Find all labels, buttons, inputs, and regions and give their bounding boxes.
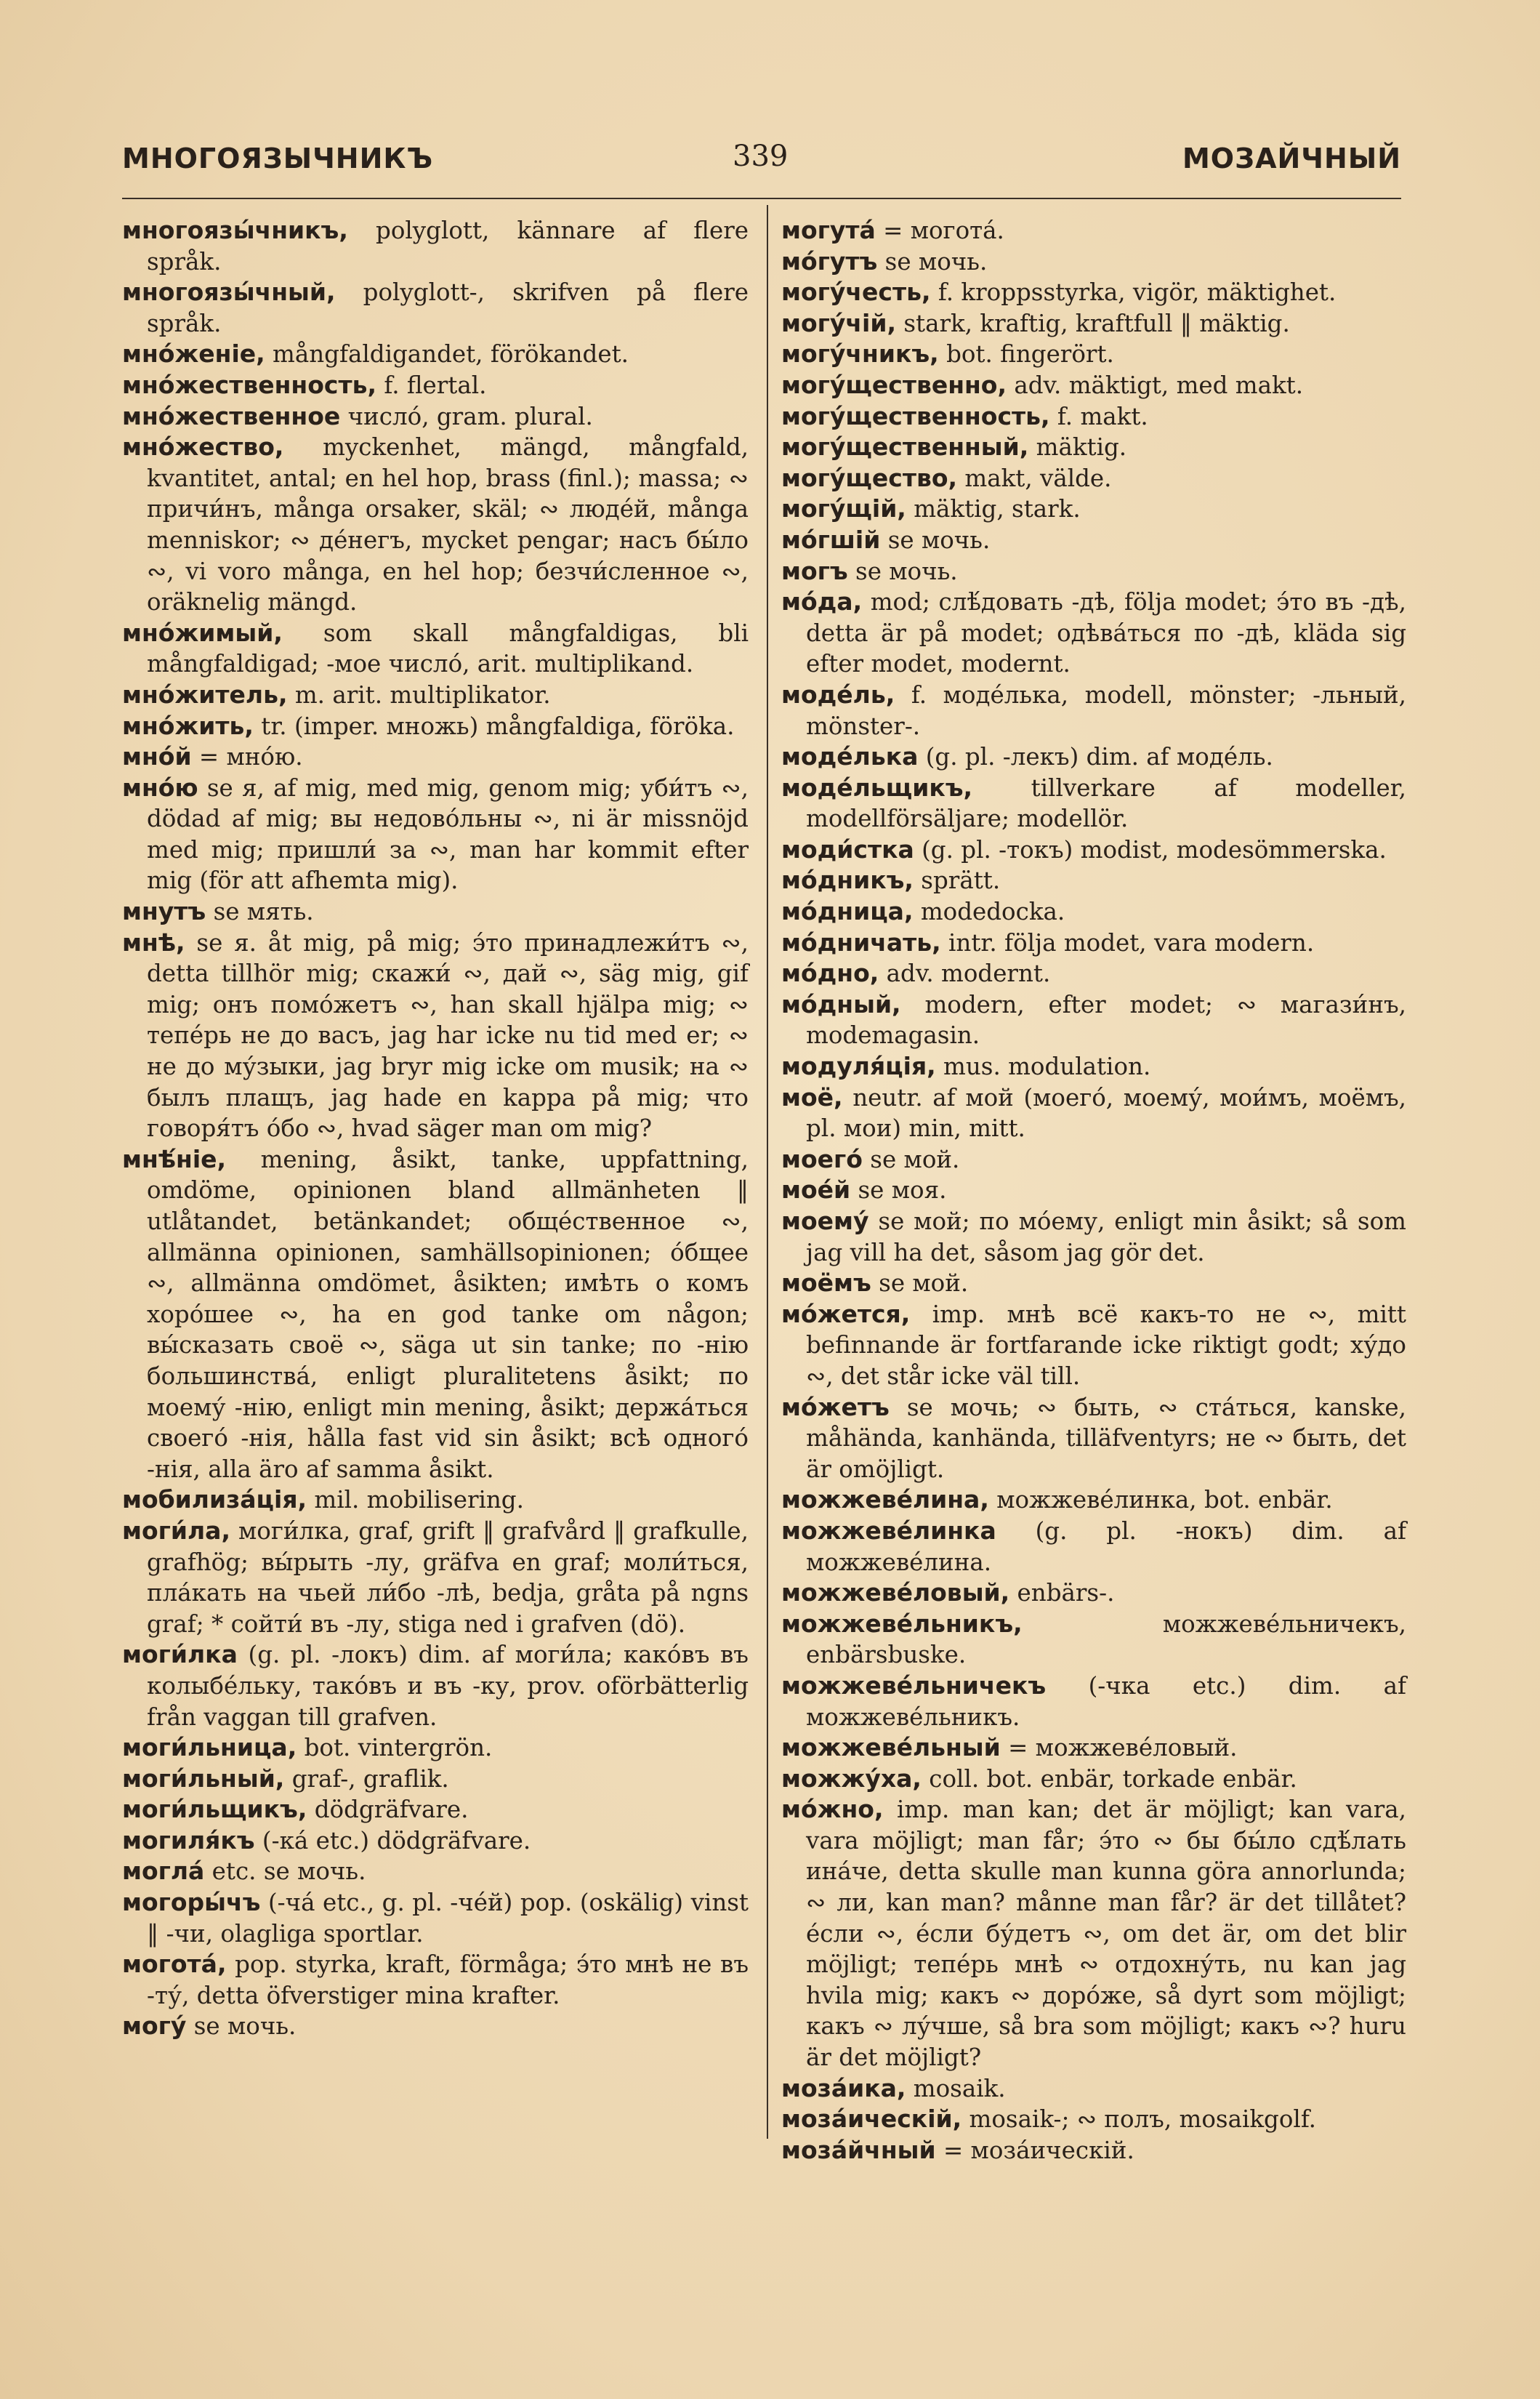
entry-definition: mening, åsikt, tanke, uppfattning, omdöme, opinionen bland allmänheten ‖ utlåtandet, betänkandet; общéственное ∾, allmänna opinionen, samhällsopinionen; о́бщее ∾, allmänna omdömet, åsikten; имѣть о комъ хоро́шее ∾, ha en god tanke om någon; вы́сказать своё ∾, säga ut sin tanke; по -нію большинства́, enligt pluralitetens åsikt; по моему́ -нію, enligt min mening, åsikt; держа́ться своего́ -нія, hålla fast vid sin åsikt; всѣ одного́ -нія, alla äro af samma åsikt. [147,1145,749,1483]
entry-headword: можжевéльникъ, [781,1609,1023,1638]
dictionary-entry [122,742,749,773]
dictionary-entry [781,1671,1406,1732]
left-column [122,215,749,2042]
entry-headword: моги́лка [122,1640,238,1669]
dictionary-entry [122,2011,749,2042]
dictionary-entry [781,2135,1406,2166]
dictionary-entry [122,1856,749,1887]
dictionary-entry [781,1175,1406,1206]
entry-headword: мо́дный, [781,989,901,1018]
entry-headword: моему́ [781,1207,869,1235]
dictionary-entry [122,1825,749,1857]
entry-definition: se мочь; ∾ быть, ∾ ста́ться, kanske, måhända, kanhända, tilläfventyrs; не ∾ быть, det är omöjligt. [806,1393,1406,1483]
entry-definition: bot. vintergrön. [304,1734,493,1762]
entry-definition: myckenhet, mängd, mångfald, kvantitet, antal; en hel hop, brass (finl.); massa; ∾ причи́нъ, många orsaker, skäl; ∾ людéй, många menniskor; ∾ дéнегъ, mycket pengar; насъ бы́ло ∾, vi voro många, en hel hop; безчи́сленное ∾, oräknelig mängd. [147,433,749,616]
dictionary-entry [781,1484,1406,1516]
entry-headword: могъ [781,556,848,585]
dictionary-entry [122,1794,749,1825]
dictionary-entry [781,1794,1406,2073]
entry-headword: многоязы́чный, [122,278,336,307]
entry-definition: se мочь. [887,526,991,554]
entry-definition: (-ча́ etc., g. pl. -чéй) pop. (oskälig) vinst ‖ -чи, olagliga sportlar. [147,1889,749,1948]
dictionary-entry [781,1268,1406,1299]
entry-headword: могла́ [122,1857,205,1886]
dictionary-entry [781,928,1406,959]
dictionary-entry [781,742,1406,773]
entry-headword: мно́жество, [122,433,284,462]
entry-definition: coll. bot. enbär, torkade enbär. [929,1764,1297,1793]
dictionary-entry [122,1516,749,1639]
dictionary-entry [781,1392,1406,1485]
entry-definition: моги́лка, graf, grift ‖ grafvård ‖ grafkulle, grafhög; вы́рыть -лу, gräfva en graf; моли́ться, пла́кать на чьей ли́бо -лѣ, bedja, gråta på ngns graf; * сойти́ въ -лу, stiga ned i grafven (dö). [147,1516,749,1638]
entry-definition: tr. (imper. множь) mångfaldiga, föröka. [261,712,735,740]
entry-definition: enbärs-. [1017,1579,1115,1607]
entry-definition: se я, af mig, med mig, genom mig; уби́тъ ∾, dödad af mig; вы недово́льны ∾, ni är missnöjd med mig; пришли́ за ∾, man har kommit efter mig (för att afhemta mig). [147,773,749,895]
dictionary-entry [122,370,749,401]
entry-headword: могу́ [122,2012,187,2041]
entry-headword: можжевéловый, [781,1578,1010,1607]
entry-headword: могу́чникъ, [781,339,939,369]
entry-headword: мо́да, [781,587,863,616]
entry-definition: polyglott-, skrifven på flere språk. [147,278,749,337]
entry-definition: (g. pl. -токъ) modist, modesömmerska. [922,835,1387,864]
entry-definition: imp. мнѣ всё какъ-то не ∾, mitt befinnande är fortfarande icke riktigt godt; ху́до ∾, det står icke väl till. [806,1300,1406,1390]
entry-definition: tillverkare af modeller, modellförsäljare; modellör. [806,773,1406,833]
entry-definition: imp. man kan; det är möjligt; kan vara, vara möjligt; man får; э́то ∾ бы бы́ло сдѣ́лать ина́че, detta skulle man kunna göra annorlunda; ∾ ли, kan man? månne man får? är det tillåtet? éсли ∾, éсли бу́детъ ∾, om det är, om det blir möjligt; тепéрь мнѣ ∾ отдохну́ть, nu kan jag hvila mig; какъ ∾ доро́же, så dyrt som möjligt; какъ ∾ лу́чше, så bra som möjligt; какъ ∾? huru är det möjligt? [806,1796,1407,2072]
entry-definition: bot. fingerört. [946,340,1114,369]
entry-definition: f. модéлька, modell, mönster; -льный, mönster-. [806,680,1406,740]
entry-definition: (g. pl. -локъ) dim. af моги́ла; како́въ въ колыбéльку, тако́въ и въ -ку, prov. oförbätterlig från vaggan till grafven. [147,1641,749,1731]
entry-headword: моги́льница, [122,1733,297,1762]
entry-headword: могу́щій, [781,494,906,523]
entry-headword: моги́льный, [122,1764,285,1793]
header-last-word: МОЗАЙЧНЫЙ [1182,142,1401,174]
dictionary-entry [781,773,1406,835]
dictionary-entry [122,1144,749,1485]
entry-headword: моди́стка [781,835,914,864]
entry-definition: se мой. [879,1269,969,1298]
dictionary-entry [781,494,1406,525]
entry-headword: могу́щество, [781,463,958,492]
entry-definition: pop. styrka, kraft, förmåga; э́то мнѣ не въ -ту́, detta öfverstiger mina krafter. [147,1950,749,2009]
dictionary-entry [781,556,1406,587]
entry-headword: модуля́ція, [781,1052,936,1081]
entry-headword: моги́ла, [122,1516,230,1545]
dictionary-entry [781,1082,1406,1144]
entry-definition: = могота́. [883,217,1004,244]
dictionary-entry [122,215,749,277]
entry-headword: могиля́къ [122,1825,255,1854]
dictionary-entry [781,1206,1406,1268]
entry-headword: могу́щественность, [781,401,1050,430]
entry-definition: f. flertal. [384,371,487,399]
entry-definition: se мочь. [884,247,988,276]
dictionary-entry [781,865,1406,896]
entry-definition: можжевéльничекъ, enbärsbuske. [806,1610,1406,1669]
entry-definition: mäktig, stark. [914,495,1081,523]
entry-headword: моги́льщикъ, [122,1795,307,1824]
entry-definition: adv. modernt. [886,960,1051,988]
dictionary-entry [122,680,749,711]
entry-headword: мо́гшій [781,525,881,554]
dictionary-entry [122,1949,749,2011]
entry-definition: можжевéлинка, bot. enbär. [996,1486,1333,1514]
entry-definition: graf-, graflik. [291,1764,449,1793]
entry-definition: mosaik-; ∾ полъ, mosaikgolf. [969,2105,1317,2134]
entry-definition: se мять. [213,898,314,926]
dictionary-entry [781,835,1406,866]
entry-headword: можжевéльничекъ [781,1671,1047,1700]
entry-definition: adv. mäktigt, med makt. [1014,371,1304,399]
entry-headword: моéй [781,1176,851,1205]
dictionary-entry [781,1732,1406,1764]
entry-headword: мно́жимый, [122,618,283,647]
entry-headword: могу́чій, [781,308,897,337]
dictionary-entry [781,525,1406,556]
dictionary-entry [781,896,1406,928]
entry-headword: могута́ [781,216,876,244]
entry-headword: мнѣ, [122,928,185,957]
dictionary-entry [781,680,1406,742]
dictionary-entry [781,1051,1406,1082]
dictionary-entry [122,773,749,896]
entry-headword: мно́жить, [122,711,254,740]
entry-definition: mod; слѣ́довать -дѣ, följa modet; э́то въ -дѣ, detta är på modet; одѣва́ться по -дѣ, kläda sig efter modet, modernt. [806,588,1406,678]
entry-headword: можжевéлина, [781,1485,989,1514]
entry-definition: mångfaldigandet, förökandet. [273,340,629,369]
dictionary-entry [122,711,749,742]
entry-definition: polyglott, kännare af flere språk. [147,217,749,276]
dictionary-entry [122,1732,749,1764]
entry-definition: = мно́ю. [198,743,303,771]
entry-headword: моза́ика, [781,2073,906,2102]
header-rule [122,198,1401,199]
entry-headword: модéлька [781,742,919,771]
dictionary-entry [781,958,1406,989]
dictionary-entry [122,928,749,1144]
entry-headword: мно́жественное [122,401,341,430]
entry-definition: se мочь. [855,557,958,585]
entry-headword: мно́й [122,742,192,771]
entry-definition: dödgräfvare. [314,1796,469,1824]
entry-headword: можжевéлинка [781,1516,996,1545]
entry-definition: modedocka. [920,898,1065,926]
entry-definition: neutr. af мой (моего́, моему́, мои́мъ, моёмъ, pl. мои) min, mitt. [806,1083,1406,1143]
dictionary-entry [781,432,1406,463]
entry-definition: (-ка́ etc.) dödgräfvare. [262,1826,531,1854]
entry-definition: f. kroppsstyrka, vigör, mäktighet. [938,278,1337,307]
entry-headword: мно́житель, [122,680,288,709]
entry-headword: мо́жетъ [781,1392,890,1421]
dictionary-entry [122,1764,749,1795]
entry-headword: модéль, [781,680,895,709]
entry-headword: мо́дникъ, [781,866,914,895]
entry-headword: могота́, [122,1950,227,1979]
dictionary-entry [122,277,749,339]
entry-definition: f. makt. [1057,402,1148,430]
entry-definition: se мой; по мо́ему, enligt min åsikt; så som jag vill ha det, såsom jag gör det. [806,1207,1406,1266]
entry-definition: = можжевéловый. [1008,1734,1238,1762]
entry-definition: se мой. [870,1145,960,1173]
entry-headword: мобилиза́ція, [122,1485,307,1514]
entry-headword: модéльщикъ, [781,773,973,802]
entry-definition: (-чка etc.) dim. af можжевéльникъ. [806,1671,1406,1731]
entry-headword: мнѣ́ніе, [122,1144,227,1173]
running-header [122,142,1401,186]
entry-definition: se мочь. [193,2012,297,2041]
dictionary-entry [781,989,1406,1051]
entry-headword: мо́гутъ [781,246,878,276]
dictionary-entry [781,2073,1406,2105]
entry-headword: могу́честь, [781,278,931,307]
dictionary-entry [781,401,1406,433]
dictionary-entry [122,618,749,680]
entry-headword: могоры́чъ [122,1888,261,1917]
dictionary-entry [781,1144,1406,1176]
entry-definition: som skall mångfaldigas, bli mångfaldigad; -мое число́, arit. multiplikand. [147,619,749,678]
entry-definition: число́, gram. plural. [347,402,593,430]
column-divider [767,205,768,2139]
entry-definition: intr. följa modet, vara modern. [948,928,1315,957]
entry-headword: мо́жется, [781,1299,911,1328]
dictionary-entry [781,1609,1406,1671]
entry-headword: мо́жно, [781,1795,884,1824]
entry-definition: etc. se мочь. [211,1857,366,1886]
dictionary-entry [122,1639,749,1732]
dictionary-entry [122,1484,749,1516]
entry-definition: mil. mobilisering. [314,1486,524,1514]
entry-headword: моза́йчный [781,2135,936,2164]
entry-headword: моза́ическій, [781,2105,962,2134]
entry-headword: моёмъ [781,1269,871,1298]
entry-headword: мо́дничать, [781,928,941,957]
header-first-word: МНОГОЯЗЫЧНИКЪ [122,142,434,174]
entry-headword: могу́щественно, [781,370,1007,399]
entry-headword: мно́ю [122,773,198,802]
entry-definition: makt, välde. [964,464,1112,492]
entry-headword: мно́женіе, [122,339,265,369]
dictionary-entry [781,246,1406,278]
dictionary-entry [122,339,749,370]
entry-definition: (g. pl. -нокъ) dim. af можжевéлина. [806,1516,1406,1576]
entry-definition: mäktig. [1036,433,1127,462]
dictionary-entry [781,339,1406,370]
entry-headword: можжу́ха, [781,1764,922,1793]
entry-headword: мо́дница, [781,897,914,926]
entry-definition: stark, kraftig, kraftfull ‖ mäktig. [903,309,1290,337]
right-column [781,215,1406,2166]
entry-headword: моё, [781,1082,843,1112]
entry-definition: m. arit. multiplikator. [294,680,551,709]
entry-definition: mus. modulation. [943,1053,1151,1081]
dictionary-entry [781,308,1406,339]
dictionary-entry [781,587,1406,680]
entry-definition: mosaik. [913,2074,1006,2102]
entry-definition: modern, efter modet; ∾ магази́нъ, modemagasin. [806,990,1406,1050]
entry-definition: = моза́ическій. [943,2136,1134,2164]
page-number: 339 [733,140,789,173]
dictionary-entry [781,370,1406,401]
entry-definition: (g. pl. -лекъ) dim. af модéль. [925,743,1273,771]
dictionary-entry [122,896,749,928]
entry-definition: se моя. [858,1176,947,1205]
dictionary-entry [781,2104,1406,2135]
entry-headword: можжевéльный [781,1733,1001,1762]
entry-headword: мно́жественность, [122,370,376,399]
dictionary-entry [781,1299,1406,1392]
entry-headword: мнутъ [122,897,206,926]
dictionary-entry [781,463,1406,494]
dictionary-entry [122,401,749,433]
entry-definition: sprätt. [921,867,1001,895]
entry-headword: многоязы́чникъ, [122,216,348,244]
entry-headword: мо́дно, [781,959,879,988]
dictionary-entry [781,1764,1406,1795]
dictionary-entry [781,1516,1406,1578]
dictionary-entry [122,432,749,618]
entry-definition: se я. åt mig, på mig; э́то принадлежи́тъ ∾, detta tillhör mig; скажи́ ∾, дай ∾, säg mig, gif mig; онъ помо́жетъ ∾, han skall hjälpa mig; ∾ тепéрь не до васъ, jag har icke nu tid med er; ∾ не до му́зыки, jag bryr mig icke om musik; на ∾ былъ плащъ, jag hade en kappa på mig; что говоря́тъ о́бо ∾, hvad säger man om mig? [147,928,749,1143]
dictionary-entry [781,277,1406,308]
dictionary-entry [122,1887,749,1949]
entry-headword: моего́ [781,1144,863,1173]
dictionary-entry [781,1578,1406,1609]
entry-headword: могу́щественный, [781,433,1029,462]
dictionary-entry [781,215,1406,246]
